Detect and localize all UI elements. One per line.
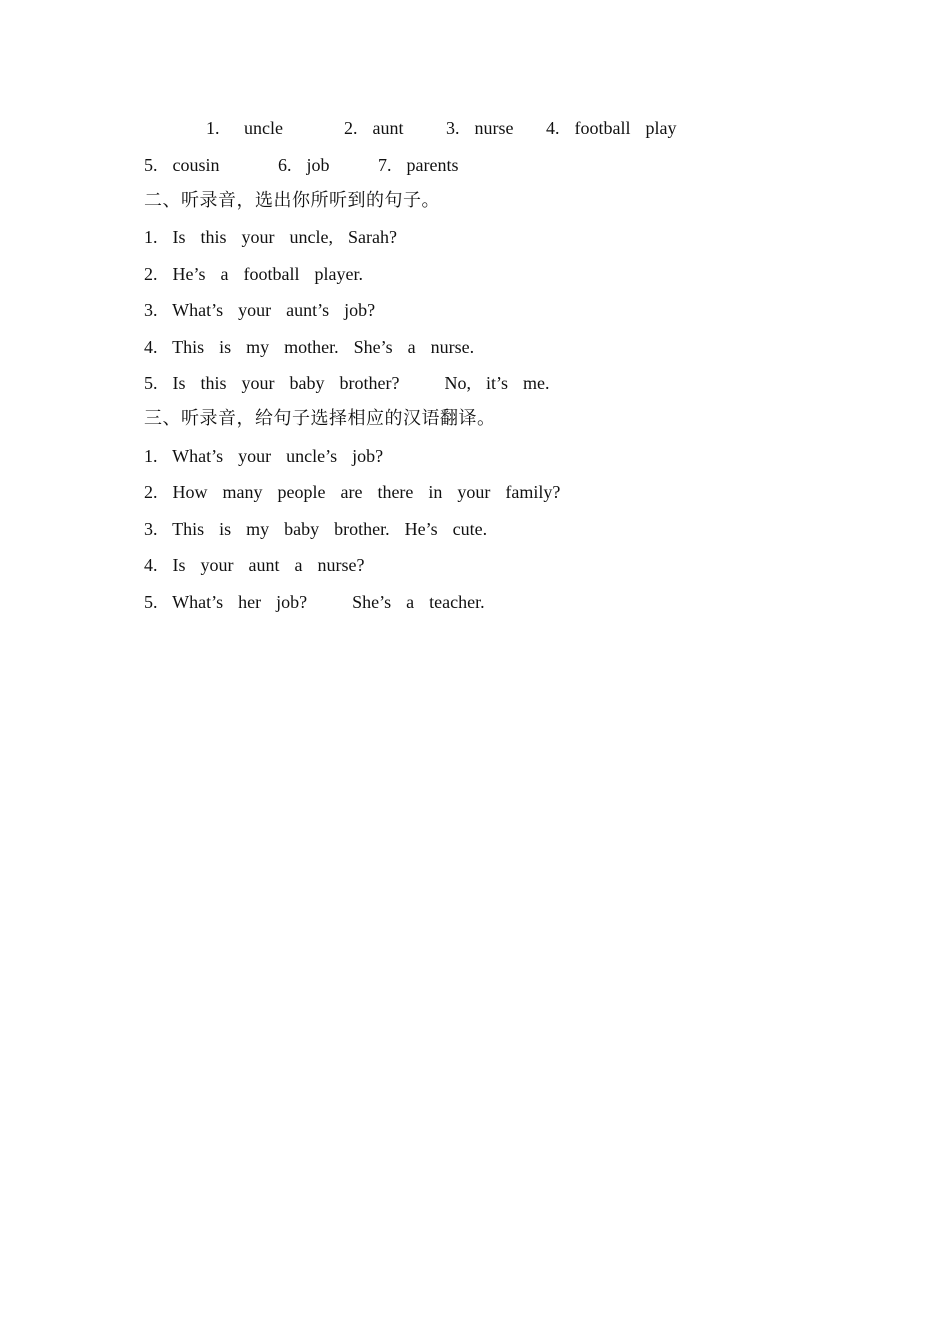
section-3-item-3: 3. This is my baby brother. He’s cute. xyxy=(144,519,488,539)
section-2-item-5: 5. Is this your baby brother? No, it’s me. xyxy=(144,373,550,393)
word-item-7: 7. parents xyxy=(378,155,459,175)
section-3-heading: 三、听录音，给句子选择相应的汉语翻译。 xyxy=(144,408,496,429)
word-item-6: 6. job xyxy=(278,155,330,175)
word-item-1: uncle xyxy=(244,118,283,138)
section-3-item-1: 1. What’s your uncle’s job? xyxy=(144,446,384,466)
section-2-heading: 二、听录音，选出你所听到的句子。 xyxy=(144,190,440,211)
word-item-1-number: 1. xyxy=(206,118,220,138)
section-2-item-1: 1. Is this your uncle, Sarah? xyxy=(144,227,397,247)
word-item-4: 4. football play xyxy=(546,118,677,138)
word-item-2: 2. aunt xyxy=(344,118,404,138)
word-item-3: 3. nurse xyxy=(446,118,514,138)
section-3-item-4: 4. Is your aunt a nurse? xyxy=(144,555,365,575)
section-2-item-4: 4. This is my mother. She’s a nurse. xyxy=(144,337,475,357)
section-2-item-2: 2. He’s a football player. xyxy=(144,264,363,284)
section-3-item-2: 2. How many people are there in your family? xyxy=(144,482,561,502)
word-item-5: 5. cousin xyxy=(144,155,220,175)
section-2-item-3: 3. What’s your aunt’s job? xyxy=(144,300,376,320)
section-3-item-5: 5. What’s her job? She’s a teacher. xyxy=(144,592,485,612)
